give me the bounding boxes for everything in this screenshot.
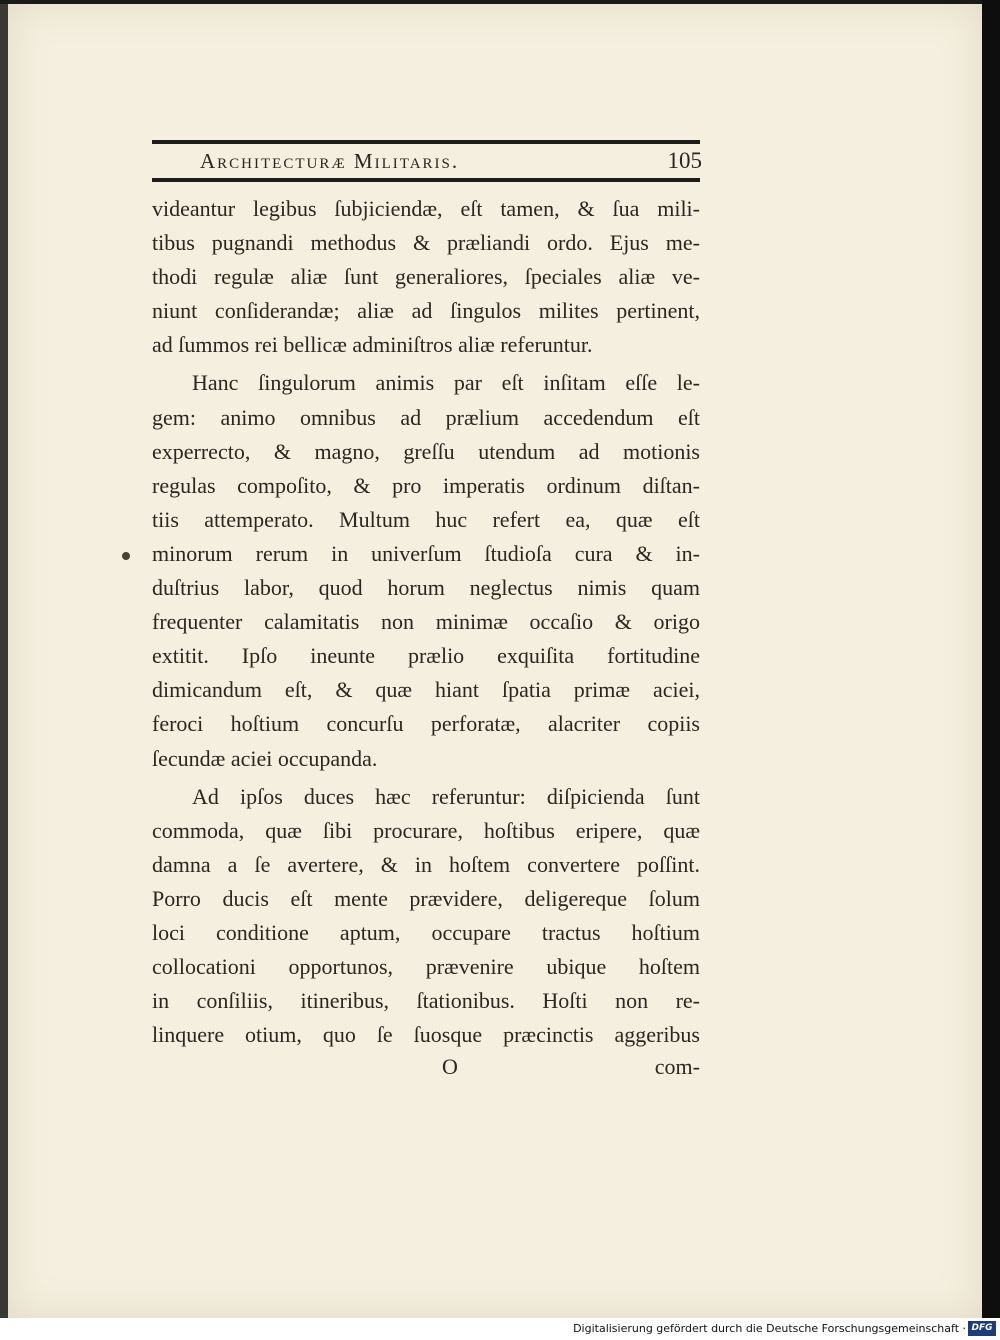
text-line: collocationi opportunos, prævenire ubique hoſtem — [152, 954, 700, 980]
header-rule-bottom — [152, 178, 700, 182]
text-line: frequenter calamitatis non minimæ occaſio & origo — [152, 609, 700, 635]
text-line: Ad ipſos duces hæc referuntur: diſpicienda ſunt — [192, 783, 700, 809]
text-line: damna a ſe avertere, & in hoſtem convertere poſſint. — [152, 851, 700, 877]
header-rule-top — [152, 140, 700, 144]
text-line: Porro ducis eſt mente prævidere, deligereque ſolum — [152, 885, 700, 911]
text-line: niunt conſiderandæ; aliæ ad ſingulos milites pertinent, — [152, 298, 700, 324]
paragraph-2 — [152, 366, 700, 775]
signature-mark: O — [442, 1054, 458, 1079]
text-line: tiis attemperato. Multum huc refert ea, quæ eſt — [152, 506, 700, 532]
footer-bar — [0, 1318, 1000, 1340]
page-number: 105 — [667, 148, 702, 173]
page-edge-right — [982, 0, 1000, 1318]
text-line: experrecto, & magno, greſſu utendum ad motionis — [152, 438, 700, 464]
text-line: Hanc ſingulorum animis par eſt inſitam eſſe le- — [192, 370, 700, 396]
text-line: feroci hoſtium concurſu perforatæ, alacriter copiis — [152, 711, 700, 737]
paragraph-3 — [152, 780, 700, 1053]
text-line: in conſiliis, itineribus, ſtationibus. Hoſti non re- — [152, 988, 700, 1014]
text-line: thodi regulæ aliæ ſunt generaliores, ſpeciales aliæ ve- — [152, 264, 700, 290]
text-line: videantur legibus ſubjiciendæ, eſt tamen, & ſua mili- — [152, 196, 700, 221]
text-line: linquere otium, quo ſe ſuosque præcinctis aggeribus — [152, 1022, 700, 1048]
text-line: minorum rerum in univerſum ſtudioſa cura & in- — [152, 540, 700, 566]
catchword: com- — [654, 1054, 700, 1079]
margin-ink-spot — [122, 552, 130, 560]
text-line: duſtrius labor, quod horum neglectus nimis quam — [152, 575, 700, 601]
page-edge-left — [0, 4, 8, 1318]
text-line: ſecundæ aciei occupanda. — [152, 745, 378, 771]
running-head: Architecturæ Militaris. — [200, 149, 460, 173]
text-line: extitit. Ipſo ineunte prælio exquiſita fortitudine — [152, 643, 700, 669]
text-line: ad ſummos rei bellicæ adminiſtros aliæ referuntur. — [152, 332, 593, 358]
text-line: loci conditione aptum, occupare tractus hoſtium — [152, 919, 700, 945]
body-text — [152, 192, 700, 1052]
text-line: tibus pugnandi methodus & præliandi ordo. Ejus me- — [152, 230, 700, 256]
paragraph-1 — [152, 192, 700, 362]
text-line: gem: animo omnibus ad prælium accedendum eſt — [152, 404, 700, 430]
text-line: commoda, quæ ſibi procurare, hoſtibus eripere, quæ — [152, 817, 700, 843]
dfg-logo-icon: DFG — [968, 1321, 996, 1336]
text-line: dimicandum eſt, & quæ hiant ſpatia primæ aciei, — [152, 677, 700, 703]
text-line: regulas compoſito, & pro imperatis ordinum diſtan- — [152, 472, 700, 498]
funding-credit: Digitalisierung gefördert durch die Deutsche Forschungsgemeinschaft · — [573, 1322, 966, 1335]
